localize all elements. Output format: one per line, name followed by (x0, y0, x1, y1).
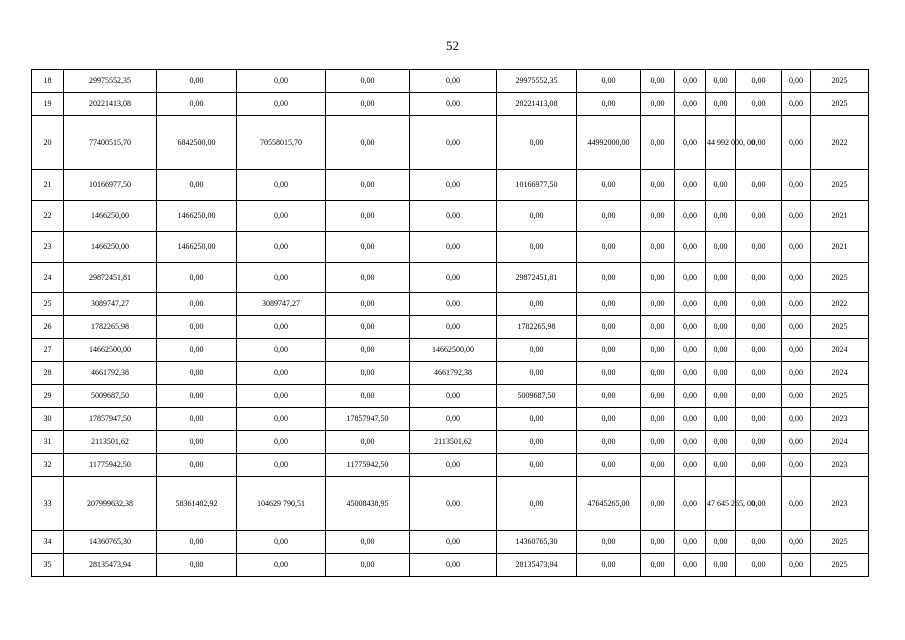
table-cell: 0,00 (706, 170, 736, 201)
table-cell: 0,00 (577, 93, 641, 116)
table-cell: 28 (32, 362, 64, 385)
table-cell: 0,00 (497, 362, 577, 385)
table-cell: 1782265,98 (64, 316, 157, 339)
table-cell: 0,00 (577, 408, 641, 431)
table-cell: 0,00 (157, 93, 237, 116)
table-cell: 29975552,35 (497, 70, 577, 93)
table-cell: 2021 (811, 232, 869, 263)
table-cell: 0,00 (410, 116, 497, 170)
table-cell: 0,00 (736, 232, 782, 263)
table-cell: 0,00 (736, 385, 782, 408)
table-cell: 0,00 (736, 70, 782, 93)
table-cell: 0,00 (641, 554, 675, 577)
table-cell: 0,00 (237, 362, 326, 385)
table-cell: 22 (32, 201, 64, 232)
table-cell: 0,00 (410, 385, 497, 408)
table-cell: 0,00 (706, 454, 736, 477)
table-cell: 4661792,38 (410, 362, 497, 385)
table-cell: 20221413,08 (497, 93, 577, 116)
table-cell: 0,00 (641, 232, 675, 263)
table-cell: 20221413,08 (64, 93, 157, 116)
table-cell: 0,00 (497, 201, 577, 232)
table-cell: 0,00 (641, 263, 675, 293)
table-cell: 23 (32, 232, 64, 263)
table-cell: 1466250,00 (64, 232, 157, 263)
table-cell: 17857947,50 (64, 408, 157, 431)
table-cell: 0,00 (577, 362, 641, 385)
table-cell: 14360765,30 (64, 531, 157, 554)
table-cell: 0,00 (237, 431, 326, 454)
table-cell: 0,00 (237, 554, 326, 577)
table-cell: 0,00 (706, 201, 736, 232)
table-cell: 207999632,38 (64, 477, 157, 531)
table-cell: 0,00 (641, 431, 675, 454)
table-cell: 0,00 (641, 316, 675, 339)
table-row (32, 293, 869, 316)
table-cell: 0,00 (237, 531, 326, 554)
table-row (32, 408, 869, 431)
table-row (32, 531, 869, 554)
table-cell: 0,00 (497, 477, 577, 531)
table-cell: 0,00 (736, 293, 782, 316)
table-cell: 17857947,50 (326, 408, 410, 431)
table-cell: 0,00 (675, 93, 706, 116)
table-cell: 0,00 (641, 116, 675, 170)
table-cell: 0,00 (410, 70, 497, 93)
table-cell: 0,00 (326, 339, 410, 362)
table-cell: 0,00 (706, 263, 736, 293)
table-cell: 0,00 (497, 293, 577, 316)
table-cell: 0,00 (157, 70, 237, 93)
table-cell: 0,00 (782, 362, 811, 385)
table-cell: 44 992 000, 00 (706, 116, 736, 170)
table-cell: 3089747,27 (237, 293, 326, 316)
table-cell: 0,00 (641, 477, 675, 531)
table-cell: 0,00 (706, 431, 736, 454)
table-cell: 0,00 (706, 408, 736, 431)
table-cell: 47 645 265, 00 (706, 477, 736, 531)
table-cell: 2023 (811, 454, 869, 477)
table-cell: 0,00 (410, 531, 497, 554)
table-cell: 2024 (811, 362, 869, 385)
table-cell: 0,00 (782, 408, 811, 431)
table-row (32, 93, 869, 116)
table-cell: 0,00 (577, 554, 641, 577)
table-cell: 0,00 (736, 339, 782, 362)
table-cell: 0,00 (782, 116, 811, 170)
table-cell: 2025 (811, 170, 869, 201)
table-cell: 0,00 (782, 263, 811, 293)
table-cell: 0,00 (641, 362, 675, 385)
table-cell: 0,00 (410, 201, 497, 232)
table-cell: 0,00 (497, 454, 577, 477)
table-cell: 58361402,92 (157, 477, 237, 531)
table-cell: 0,00 (706, 70, 736, 93)
table-cell: 2113501,62 (410, 431, 497, 454)
table-cell: 10166977,50 (64, 170, 157, 201)
table-cell: 0,00 (641, 170, 675, 201)
table-cell: 0,00 (326, 531, 410, 554)
table-cell: 0,00 (410, 263, 497, 293)
table-cell: 0,00 (675, 385, 706, 408)
table-cell: 0,00 (782, 531, 811, 554)
table-cell: 0,00 (782, 454, 811, 477)
table-cell: 11775942,50 (326, 454, 410, 477)
table-cell: 0,00 (237, 316, 326, 339)
table-cell: 0,00 (157, 293, 237, 316)
table-cell: 0,00 (326, 431, 410, 454)
table-cell: 0,00 (675, 431, 706, 454)
table-cell: 0,00 (675, 70, 706, 93)
table-cell: 0,00 (326, 70, 410, 93)
table-cell: 2022 (811, 293, 869, 316)
table-cell: 0,00 (410, 477, 497, 531)
table-cell: 0,00 (157, 316, 237, 339)
table-cell: 0,00 (706, 293, 736, 316)
table-cell: 0,00 (782, 554, 811, 577)
table-cell: 0,00 (157, 170, 237, 201)
table-row (32, 263, 869, 293)
table-cell: 0,00 (736, 408, 782, 431)
table-cell: 0,00 (641, 454, 675, 477)
table-cell: 0,00 (641, 201, 675, 232)
table-cell: 0,00 (577, 316, 641, 339)
table-cell: 0,00 (736, 477, 782, 531)
table-cell: 2025 (811, 316, 869, 339)
table-cell: 70558015,70 (237, 116, 326, 170)
table-cell: 28135473,94 (497, 554, 577, 577)
table-cell: 0,00 (736, 93, 782, 116)
table-cell: 0,00 (157, 263, 237, 293)
table-cell: 45008438,95 (326, 477, 410, 531)
table-cell: 29975552,35 (64, 70, 157, 93)
table-cell: 34 (32, 531, 64, 554)
table-cell: 0,00 (782, 477, 811, 531)
table-body (32, 70, 869, 577)
table-cell: 29872451,81 (497, 263, 577, 293)
table-row (32, 339, 869, 362)
table-cell: 2023 (811, 408, 869, 431)
table-cell: 0,00 (237, 263, 326, 293)
table-cell: 0,00 (410, 293, 497, 316)
table-cell: 0,00 (326, 116, 410, 170)
table-cell: 0,00 (237, 339, 326, 362)
table-cell: 14662500,00 (410, 339, 497, 362)
table-cell: 3089747,27 (64, 293, 157, 316)
table-cell: 0,00 (641, 70, 675, 93)
data-table (31, 69, 869, 577)
table-cell: 0,00 (237, 408, 326, 431)
table-cell: 0,00 (157, 531, 237, 554)
table-cell: 0,00 (675, 531, 706, 554)
table-cell: 0,00 (736, 362, 782, 385)
table-cell: 2025 (811, 531, 869, 554)
table-cell: 0,00 (736, 116, 782, 170)
table-cell: 0,00 (326, 170, 410, 201)
table-cell: 1466250,00 (157, 232, 237, 263)
table-cell: 0,00 (157, 554, 237, 577)
table-cell: 31 (32, 431, 64, 454)
table-cell: 0,00 (410, 316, 497, 339)
table-cell: 0,00 (237, 70, 326, 93)
table-row (32, 170, 869, 201)
table-row (32, 362, 869, 385)
table-cell: 0,00 (326, 93, 410, 116)
table-cell: 10166977,50 (497, 170, 577, 201)
table-cell: 0,00 (157, 431, 237, 454)
table-cell: 0,00 (157, 385, 237, 408)
table-cell: 104629 790,51 (237, 477, 326, 531)
table-cell: 2025 (811, 385, 869, 408)
table-cell: 0,00 (706, 385, 736, 408)
table-cell: 0,00 (577, 201, 641, 232)
table-cell: 0,00 (641, 385, 675, 408)
table-cell: 0,00 (782, 201, 811, 232)
table-cell: 0,00 (675, 170, 706, 201)
table-cell: 25 (32, 293, 64, 316)
table-cell: 0,00 (497, 232, 577, 263)
table-cell: 33 (32, 477, 64, 531)
table-cell: 0,00 (675, 316, 706, 339)
table-cell: 0,00 (736, 263, 782, 293)
table-cell: 30 (32, 408, 64, 431)
table-cell: 0,00 (675, 362, 706, 385)
table-cell: 0,00 (410, 408, 497, 431)
table-cell: 0,00 (736, 170, 782, 201)
table-cell: 2023 (811, 477, 869, 531)
table-cell: 0,00 (641, 93, 675, 116)
table-row (32, 554, 869, 577)
table-cell: 0,00 (497, 431, 577, 454)
table-cell: 0,00 (641, 293, 675, 316)
table-cell: 11775942,50 (64, 454, 157, 477)
table-cell: 0,00 (641, 531, 675, 554)
table-cell: 2113501,62 (64, 431, 157, 454)
table-cell: 0,00 (706, 531, 736, 554)
table-row (32, 201, 869, 232)
table-cell: 0,00 (782, 385, 811, 408)
table-cell: 0,00 (410, 93, 497, 116)
table-cell: 0,00 (675, 201, 706, 232)
table-cell: 0,00 (736, 201, 782, 232)
table-cell: 77400515,70 (64, 116, 157, 170)
page-number: 52 (446, 38, 459, 53)
table-cell: 1466250,00 (157, 201, 237, 232)
table-cell: 0,00 (157, 339, 237, 362)
table-cell: 35 (32, 554, 64, 577)
table-cell: 0,00 (675, 293, 706, 316)
table-cell: 0,00 (577, 454, 641, 477)
table-cell: 0,00 (577, 385, 641, 408)
table-cell: 2025 (811, 93, 869, 116)
table-cell: 0,00 (675, 477, 706, 531)
table-cell: 20 (32, 116, 64, 170)
table-cell: 0,00 (577, 339, 641, 362)
table-cell: 0,00 (736, 531, 782, 554)
table-cell: 0,00 (326, 316, 410, 339)
table-cell: 2021 (811, 201, 869, 232)
table-cell: 0,00 (326, 362, 410, 385)
table-cell: 0,00 (157, 362, 237, 385)
table-cell: 0,00 (675, 116, 706, 170)
table-cell: 44992000,00 (577, 116, 641, 170)
table-cell: 0,00 (782, 339, 811, 362)
table-cell: 28135473,94 (64, 554, 157, 577)
table-cell: 0,00 (237, 232, 326, 263)
table-row (32, 385, 869, 408)
table-cell: 0,00 (410, 170, 497, 201)
table-cell: 0,00 (782, 93, 811, 116)
table-row (32, 431, 869, 454)
table-cell: 0,00 (326, 263, 410, 293)
table-cell: 0,00 (706, 232, 736, 263)
table-cell: 4661792,38 (64, 362, 157, 385)
table-cell: 0,00 (157, 408, 237, 431)
table-cell: 0,00 (675, 339, 706, 362)
table-cell: 0,00 (782, 70, 811, 93)
table-cell: 0,00 (237, 170, 326, 201)
table-cell: 0,00 (736, 454, 782, 477)
table-cell: 0,00 (641, 408, 675, 431)
table-cell: 2025 (811, 554, 869, 577)
table-cell: 14662500,00 (64, 339, 157, 362)
table-cell: 0,00 (706, 339, 736, 362)
table-cell: 0,00 (577, 170, 641, 201)
table-cell: 0,00 (326, 293, 410, 316)
table-cell: 0,00 (675, 408, 706, 431)
table-cell: 32 (32, 454, 64, 477)
table-cell: 0,00 (326, 201, 410, 232)
table-cell: 1466250,00 (64, 201, 157, 232)
table-cell: 5009687,50 (497, 385, 577, 408)
table-cell: 0,00 (706, 554, 736, 577)
table-cell: 0,00 (782, 316, 811, 339)
table-cell: 2022 (811, 116, 869, 170)
table-cell: 0,00 (736, 431, 782, 454)
table-cell: 0,00 (497, 339, 577, 362)
table-cell: 0,00 (782, 293, 811, 316)
table-cell: 24 (32, 263, 64, 293)
table-cell: 18 (32, 70, 64, 93)
table-row (32, 232, 869, 263)
table-cell: 0,00 (410, 454, 497, 477)
table-cell: 0,00 (237, 385, 326, 408)
table-cell: 21 (32, 170, 64, 201)
table-row (32, 454, 869, 477)
table-cell: 2025 (811, 70, 869, 93)
table-cell: 0,00 (736, 316, 782, 339)
table-cell: 0,00 (675, 454, 706, 477)
table-cell: 0,00 (497, 116, 577, 170)
table-cell: 0,00 (326, 232, 410, 263)
table-cell: 0,00 (577, 431, 641, 454)
table-cell: 47645265,00 (577, 477, 641, 531)
table-cell: 0,00 (157, 454, 237, 477)
table-cell: 5009687,50 (64, 385, 157, 408)
table-cell: 0,00 (706, 93, 736, 116)
table-cell: 0,00 (736, 554, 782, 577)
table-cell: 29872451,81 (64, 263, 157, 293)
table-row (32, 70, 869, 93)
table-cell: 2024 (811, 339, 869, 362)
table-cell: 0,00 (237, 454, 326, 477)
table-cell: 0,00 (782, 232, 811, 263)
table-row (32, 316, 869, 339)
table-cell: 0,00 (675, 263, 706, 293)
table-cell: 0,00 (237, 93, 326, 116)
table-cell: 0,00 (410, 554, 497, 577)
table-cell: 0,00 (410, 232, 497, 263)
table-cell: 19 (32, 93, 64, 116)
table-cell: 0,00 (706, 316, 736, 339)
table-cell: 1782265,98 (497, 316, 577, 339)
table-cell: 0,00 (237, 201, 326, 232)
table-cell: 6842500,00 (157, 116, 237, 170)
table-cell: 0,00 (577, 293, 641, 316)
table-row (32, 477, 869, 531)
table-cell: 0,00 (326, 554, 410, 577)
table-cell: 0,00 (577, 70, 641, 93)
table-cell: 0,00 (782, 170, 811, 201)
table-cell: 0,00 (577, 232, 641, 263)
table-cell: 2024 (811, 431, 869, 454)
table-cell: 0,00 (326, 385, 410, 408)
table-cell: 26 (32, 316, 64, 339)
table-cell: 29 (32, 385, 64, 408)
table-cell: 0,00 (577, 263, 641, 293)
table-cell: 0,00 (577, 531, 641, 554)
table-cell: 14360765,30 (497, 531, 577, 554)
table-cell: 0,00 (675, 232, 706, 263)
table-cell: 27 (32, 339, 64, 362)
table-cell: 0,00 (675, 554, 706, 577)
table-row (32, 116, 869, 170)
table-cell: 0,00 (497, 408, 577, 431)
table-cell: 0,00 (782, 431, 811, 454)
table-cell: 2025 (811, 263, 869, 293)
table-cell: 0,00 (706, 362, 736, 385)
table-cell: 0,00 (641, 339, 675, 362)
